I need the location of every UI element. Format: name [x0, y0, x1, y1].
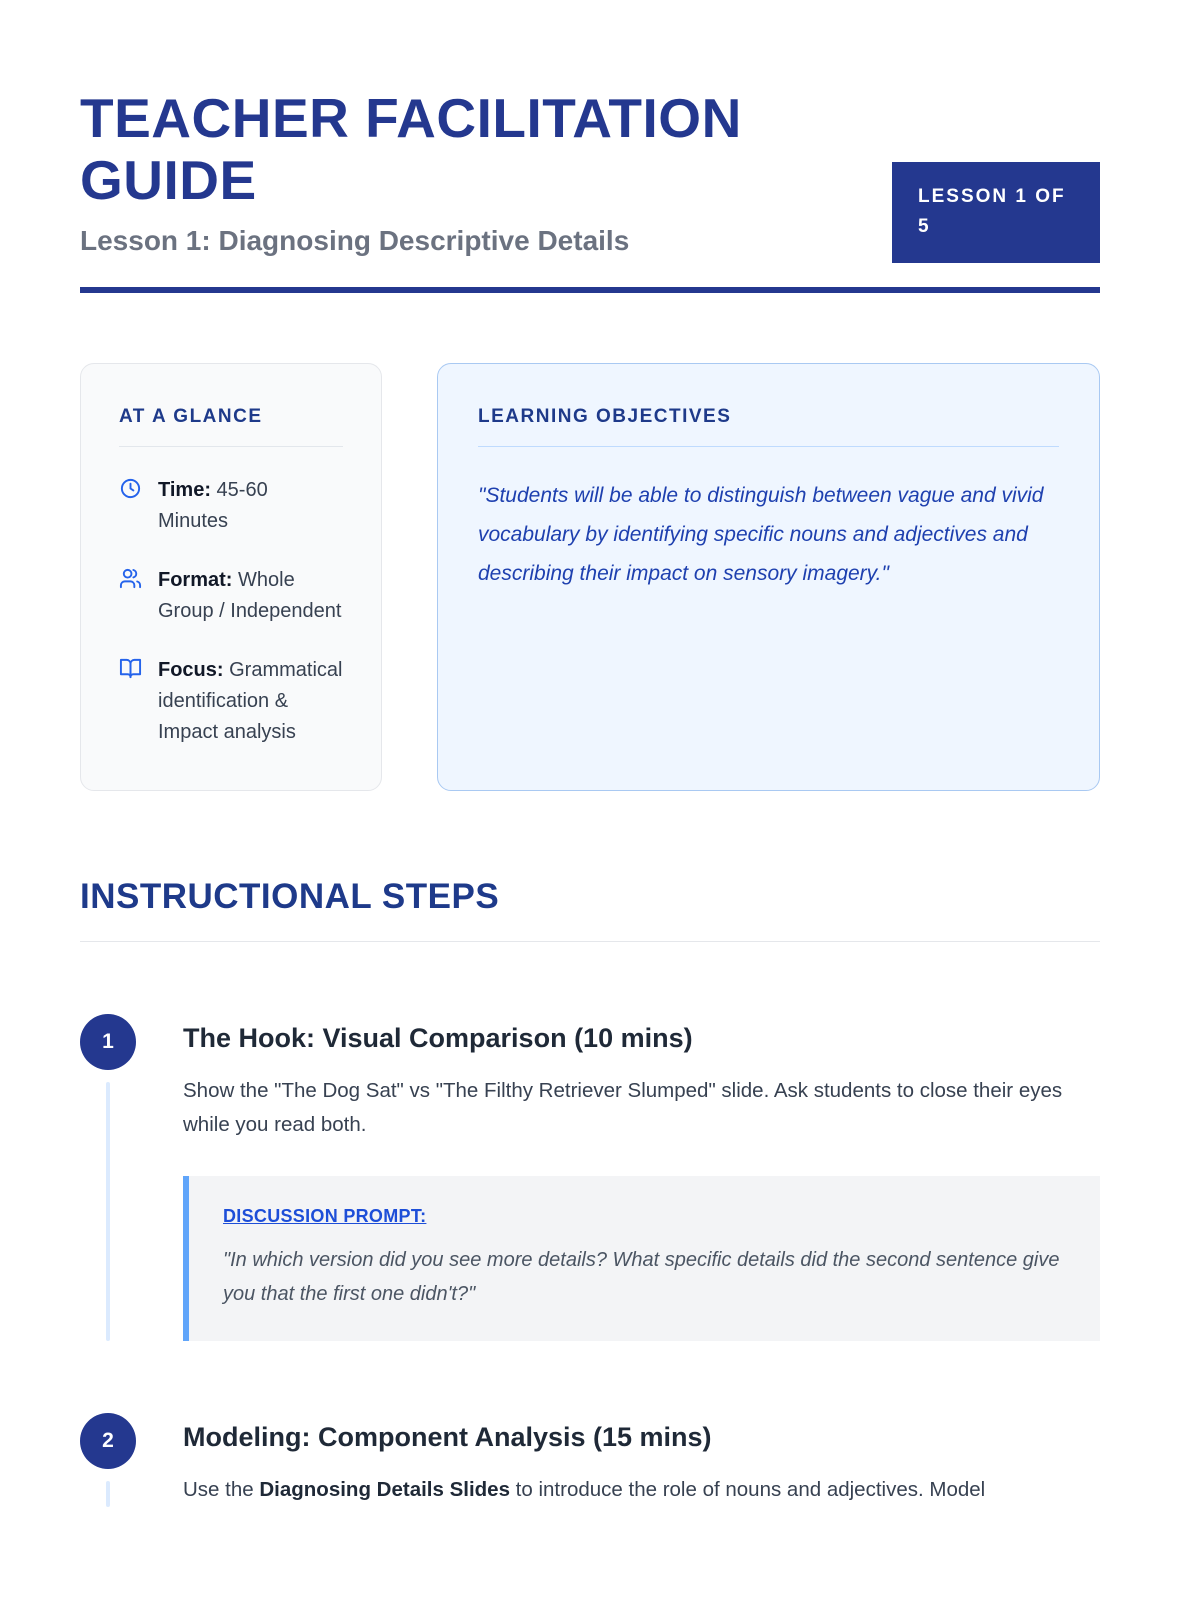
step-2 [80, 1413, 1100, 1507]
glance-item-format [119, 565, 343, 627]
step-body-text: Use the [183, 1477, 260, 1501]
step-rail [80, 1413, 136, 1507]
step-title: The Hook: Visual Comparison (10 mins) [183, 1023, 693, 1054]
step-body-text: Show the "The Dog Sat" vs "The Filthy Retriever Slumped" slide. Ask students to close their eyes while you read both. [183, 1079, 1063, 1136]
glance-item-value: 45-60 Minutes [158, 479, 268, 533]
glance-item-label: Time: [158, 479, 211, 502]
step-content [183, 1413, 1100, 1507]
users-icon [119, 565, 143, 627]
step-body [183, 1473, 1100, 1507]
at-a-glance-heading: AT A GLANCE [119, 406, 343, 447]
clock-icon [119, 475, 143, 537]
section-divider [80, 941, 1100, 942]
step-number-badge: 1 [80, 1014, 136, 1070]
page-title [80, 88, 940, 211]
lesson-subtitle: Lesson 1: Diagnosing Descriptive Details [80, 225, 630, 257]
page-header [80, 88, 1100, 257]
glance-item-value: Whole Group / Independent [158, 569, 342, 623]
glance-item-value: Grammatical identification & Impact analysis [158, 659, 343, 744]
glance-item-label: Format: [158, 569, 233, 592]
glance-item-text [158, 565, 343, 627]
step-1 [80, 1014, 1100, 1341]
glance-item-text [158, 655, 343, 748]
step-content [183, 1014, 1100, 1341]
page-title-line2: GUIDE [80, 148, 257, 211]
step-rail [80, 1014, 136, 1341]
discussion-prompt-text: "In which version did you see more details? What specific details did the second sentence give you that the first one didn't?" [223, 1248, 1060, 1305]
discussion-prompt-label: DISCUSSION PROMPT: [223, 1205, 427, 1226]
summary-cards [80, 363, 1100, 791]
open-book-icon [119, 655, 143, 748]
glance-item-text [158, 475, 343, 537]
step-connector-line [106, 1481, 110, 1507]
step-body-bold-text: Diagnosing Details Slides [259, 1477, 510, 1501]
step-number-badge: 2 [80, 1413, 136, 1469]
glance-item-time [119, 475, 343, 537]
at-a-glance-card [80, 363, 382, 791]
glance-item-label: Focus: [158, 659, 224, 682]
learning-objectives-card [437, 363, 1100, 791]
discussion-prompt-callout [183, 1176, 1100, 1341]
learning-objectives-heading: LEARNING OBJECTIVES [478, 406, 1059, 447]
glance-item-focus [119, 655, 343, 748]
step-connector-line [106, 1082, 110, 1341]
page-title-line1: TEACHER FACILITATION [80, 87, 742, 149]
learning-objectives-quote: "Students will be able to distinguish between vague and vivid vocabulary by identifying specific nouns and adjectives and describing their impact on sensory imagery." [478, 484, 1044, 585]
step-body [183, 1074, 1100, 1142]
step-title: Modeling: Component Analysis (15 mins) [183, 1421, 712, 1452]
lesson-count-badge: LESSON 1 OF 5 [892, 162, 1100, 263]
instructional-steps-heading: INSTRUCTIONAL STEPS [80, 877, 500, 917]
header-divider [80, 287, 1100, 293]
step-body-text: to introduce the role of nouns and adjectives. Model [509, 1477, 986, 1501]
